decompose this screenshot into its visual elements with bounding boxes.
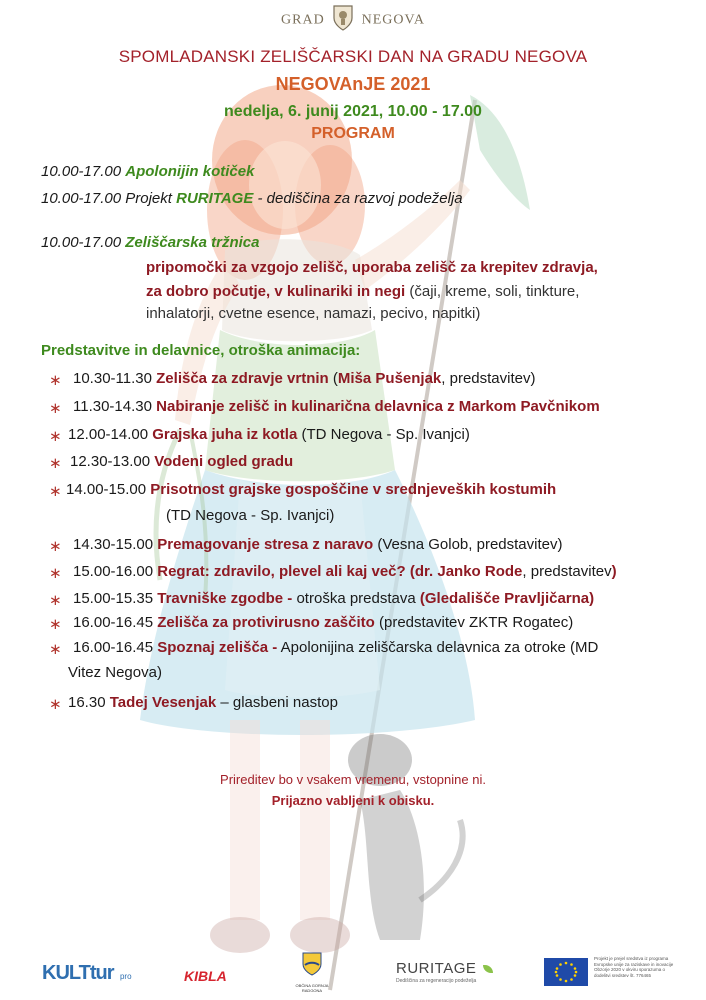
program-title: Zeliščarska tržnica: [125, 234, 260, 251]
program-title: Apolonijin kotiček: [125, 163, 255, 180]
workshop-person: Miša Pušenjak: [337, 370, 442, 387]
market-desc-line1: pripomočki za vzgojo zelišč, uporaba zelišč za krepitev zdravja,: [146, 259, 598, 276]
bullet-icon: ∗: [49, 400, 62, 417]
workshop-item: [66, 481, 556, 498]
logo-word-grad: GRAD: [281, 12, 325, 28]
workshop-continuation: Vitez Negova): [68, 664, 162, 681]
program-time: 10.00-17.00: [41, 190, 122, 207]
workshop-title: Zelišča za zdravje vrtnin: [156, 370, 329, 387]
workshop-time: 10.30-11.30: [73, 370, 152, 387]
workshop-title: Zelišča za protivirusno zaščito: [157, 614, 375, 631]
bullet-icon: ∗: [49, 538, 62, 555]
workshop-rest: Apolonijina zeliščarska delavnica za otroke (MD: [280, 639, 599, 656]
workshop-rest: (Vesna Golob, predstavitev): [377, 536, 563, 553]
workshop-time: 12.00-14.00: [68, 426, 149, 443]
workshop-close: ): [611, 563, 617, 580]
program-time: 10.00-17.00: [41, 163, 122, 180]
weather-note: Prireditev bo v vsakem vremenu, vstopnine ni.: [220, 772, 486, 787]
workshop-title: Travniške zgodbe -: [157, 590, 293, 607]
program-title: RURITAGE: [176, 190, 254, 207]
workshop-rest: (predstavitev ZKTR Rogatec): [379, 614, 574, 631]
workshop-title: Tadej Vesenjak: [109, 694, 217, 711]
program-suffix: - dediščina za razvoj podeželja: [257, 190, 463, 207]
workshop-title: Regrat: zdravilo, plevel ali kaj več? (dr. Janko Rode: [157, 563, 523, 580]
bullet-icon: ∗: [49, 696, 62, 713]
obcina-logo-text: OBČINA GORNJA RADGONA: [295, 983, 329, 993]
event-name: NEGOVAnJE 2021: [275, 74, 431, 94]
workshop-title: Premagovanje stresa z naravo: [157, 536, 374, 553]
workshop-item: [73, 639, 598, 656]
workshop-rest: otroška predstava: [296, 590, 416, 607]
bullet-icon: ∗: [49, 565, 62, 582]
kibla-logo-text: KIBLA: [184, 968, 227, 984]
workshop-time: 14.00-15.00: [66, 481, 147, 498]
workshop-person: (Gledališče Pravljičarna): [419, 590, 595, 607]
ruritage-logo-sub: Dediščina za regeneracijo podeželja: [396, 978, 477, 984]
kultur-logo-text: KULTtur: [42, 962, 114, 984]
invitation-note: Prijazno vabljeni k obisku.: [271, 793, 435, 808]
workshop-rest: , predstavitev: [522, 563, 612, 580]
workshop-item: [73, 590, 594, 607]
program-item-ruritage: [41, 190, 463, 207]
kibla-logo: [184, 968, 227, 986]
bullet-icon: ∗: [49, 372, 62, 389]
workshop-item: [73, 536, 562, 553]
program-time: 10.00-17.00: [41, 234, 122, 251]
market-desc-rest: (čaji, kreme, soli, tinkture,: [409, 283, 580, 300]
workshop-item: [73, 398, 600, 415]
obcina-crest-icon: [302, 952, 322, 976]
workshop-time: 16.00-16.45: [73, 614, 154, 631]
workshop-time: 12.30-13.00: [70, 453, 151, 470]
workshops-heading: Predstavitve in delavnice, otroška animacija:: [41, 342, 361, 359]
workshop-item: [68, 426, 470, 443]
workshop-title: Nabiranje zelišč in kulinarična delavnica z Markom Pavčnikom: [156, 398, 600, 415]
crest-icon: [332, 4, 354, 37]
workshop-time: 15.00-15.35: [73, 590, 154, 607]
grad-negova-logo: [0, 4, 706, 37]
program-item-apolonija: [41, 163, 254, 180]
event-date: nedelja, 6. junij 2021, 10.00 - 17.00: [224, 103, 482, 120]
workshop-time: 16.00-16.45: [73, 639, 154, 656]
workshop-title: Spoznaj zelišča -: [157, 639, 278, 656]
ruritage-logo-text: RURITAGE: [396, 960, 477, 977]
bullet-icon: ∗: [49, 483, 62, 500]
event-title: SPOMLADANSKI ZELIŠČARSKI DAN NA GRADU NEGOVA: [118, 47, 588, 66]
workshop-item: [73, 563, 617, 580]
workshop-rest: (TD Negova - Sp. Ivanjci): [301, 426, 470, 443]
program-prefix: Projekt: [125, 190, 172, 207]
workshop-rest: – glasbeni nastop: [220, 694, 338, 711]
bullet-icon: ∗: [49, 616, 62, 633]
kultur-logo-small: pro: [119, 972, 132, 981]
bullet-icon: ∗: [49, 455, 62, 472]
workshop-item: [70, 453, 293, 470]
workshop-continuation: (TD Negova - Sp. Ivanjci): [166, 507, 335, 524]
market-desc-bold: za dobro počutje, v kulinariki in negi: [146, 283, 406, 300]
workshop-item: [73, 614, 573, 631]
bullet-icon: ∗: [49, 641, 62, 658]
logo-word-negova: NEGOVA: [361, 12, 425, 28]
workshop-time: 15.00-16.00: [73, 563, 154, 580]
workshop-rest: , predstavitev): [441, 370, 536, 387]
market-desc-line2: [146, 283, 579, 300]
leaf-icon: [483, 965, 493, 973]
program-item-trznica: [41, 234, 260, 251]
program-heading: PROGRAM: [311, 125, 395, 142]
workshop-title: Grajska juha iz kotla: [152, 426, 298, 443]
ruritage-logo: [396, 960, 493, 984]
eu-flag-icon: [544, 958, 588, 986]
workshop-time: 14.30-15.00: [73, 536, 154, 553]
obcina-logo: [292, 952, 332, 993]
workshop-title: Vodeni ogled gradu: [154, 453, 294, 470]
sponsor-logos: [0, 950, 706, 998]
workshop-item: [68, 694, 338, 711]
workshop-time: 11.30-14.30: [73, 398, 152, 415]
kultur-logo: [42, 962, 132, 985]
market-desc-line3: inhalatorji, cvetne esence, namazi, pecivo, napitki): [146, 305, 481, 322]
workshop-time: 16.30: [68, 694, 106, 711]
workshop-open: (: [332, 370, 338, 387]
workshop-title: Prisotnost grajske gospoščine v srednjeveških kostumih: [150, 481, 557, 498]
eu-funding-text: Projekt je prejel sredstva iz programa Evropske unije za raziskave in inovacije Obzorje 2020 v okviru sporazuma o dodelitvi sredstev št. 776465: [594, 956, 674, 978]
bullet-icon: ∗: [49, 428, 62, 445]
bullet-icon: ∗: [49, 592, 62, 609]
workshop-item: [73, 370, 536, 387]
